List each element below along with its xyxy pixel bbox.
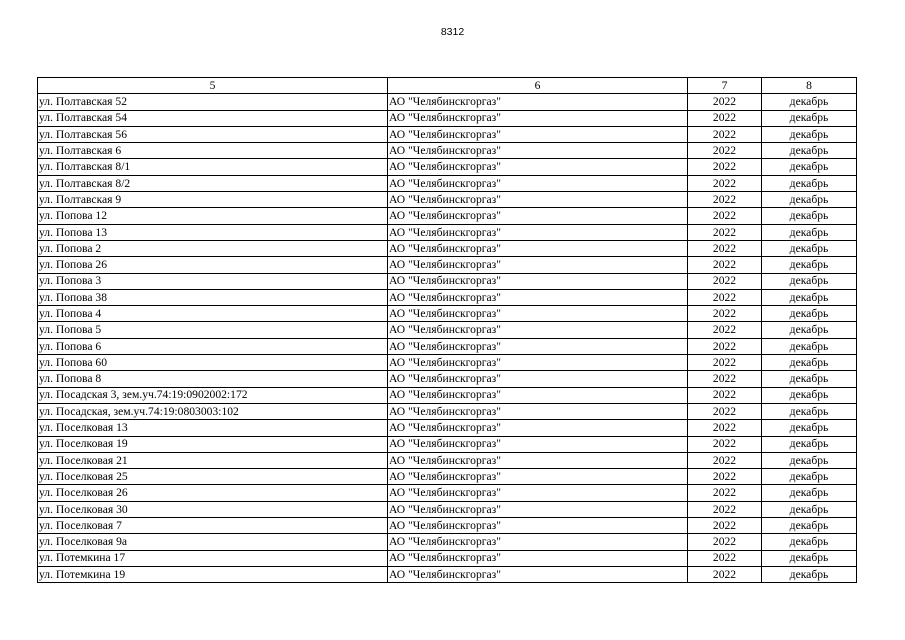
organization-cell: АО "Челябинскгоргаз" [388, 192, 688, 208]
table-row [38, 452, 857, 468]
organization-cell: АО "Челябинскгоргаз" [388, 403, 688, 419]
month-cell: декабрь [762, 175, 857, 191]
table-row [38, 94, 857, 110]
address-cell: ул. Полтавская 56 [38, 126, 388, 142]
table-row [38, 322, 857, 338]
year-cell: 2022 [688, 436, 762, 452]
table-row [38, 175, 857, 191]
month-cell: декабрь [762, 159, 857, 175]
table-row [38, 566, 857, 582]
year-cell: 2022 [688, 469, 762, 485]
address-cell: ул. Попова 8 [38, 371, 388, 387]
address-cell: ул. Полтавская 54 [38, 110, 388, 126]
year-cell: 2022 [688, 240, 762, 256]
month-cell: декабрь [762, 306, 857, 322]
table-row [38, 550, 857, 566]
month-cell: декабрь [762, 355, 857, 371]
month-cell: декабрь [762, 257, 857, 273]
organization-cell: АО "Челябинскгоргаз" [388, 501, 688, 517]
address-cell: ул. Потемкина 17 [38, 550, 388, 566]
month-cell: декабрь [762, 192, 857, 208]
address-cell: ул. Попова 6 [38, 338, 388, 354]
organization-cell: АО "Челябинскгоргаз" [388, 175, 688, 191]
address-cell: ул. Попова 60 [38, 355, 388, 371]
column-header-8: 8 [762, 78, 857, 94]
table-row [38, 420, 857, 436]
table-row [38, 501, 857, 517]
table-row [38, 289, 857, 305]
organization-cell: АО "Челябинскгоргаз" [388, 518, 688, 534]
year-cell: 2022 [688, 289, 762, 305]
month-cell: декабрь [762, 420, 857, 436]
table-row [38, 387, 857, 403]
table-row [38, 208, 857, 224]
year-cell: 2022 [688, 159, 762, 175]
year-cell: 2022 [688, 371, 762, 387]
table-row [38, 371, 857, 387]
table-row [38, 338, 857, 354]
month-cell: декабрь [762, 240, 857, 256]
organization-cell: АО "Челябинскгоргаз" [388, 257, 688, 273]
month-cell: декабрь [762, 224, 857, 240]
year-cell: 2022 [688, 534, 762, 550]
page-number: 8312 [440, 26, 465, 38]
year-cell: 2022 [688, 420, 762, 436]
organization-cell: АО "Челябинскгоргаз" [388, 534, 688, 550]
month-cell: декабрь [762, 436, 857, 452]
gas-register-table [37, 77, 857, 583]
table-body [38, 94, 857, 583]
year-cell: 2022 [688, 387, 762, 403]
year-cell: 2022 [688, 518, 762, 534]
header-row [38, 78, 857, 94]
month-cell: декабрь [762, 469, 857, 485]
address-cell: ул. Попова 2 [38, 240, 388, 256]
table-row [38, 436, 857, 452]
table-row [38, 534, 857, 550]
organization-cell: АО "Челябинскгоргаз" [388, 240, 688, 256]
year-cell: 2022 [688, 338, 762, 354]
address-cell: ул. Поселковая 21 [38, 452, 388, 468]
address-cell: ул. Поселковая 26 [38, 485, 388, 501]
table-row [38, 306, 857, 322]
month-cell: декабрь [762, 94, 857, 110]
organization-cell: АО "Челябинскгоргаз" [388, 159, 688, 175]
year-cell: 2022 [688, 403, 762, 419]
year-cell: 2022 [688, 208, 762, 224]
month-cell: декабрь [762, 322, 857, 338]
address-cell: ул. Поселковая 19 [38, 436, 388, 452]
table-row [38, 485, 857, 501]
table-row [38, 192, 857, 208]
month-cell: декабрь [762, 289, 857, 305]
month-cell: декабрь [762, 452, 857, 468]
table-row [38, 159, 857, 175]
month-cell: декабрь [762, 338, 857, 354]
year-cell: 2022 [688, 224, 762, 240]
address-cell: ул. Поселковая 7 [38, 518, 388, 534]
month-cell: декабрь [762, 387, 857, 403]
address-cell: ул. Полтавская 8/1 [38, 159, 388, 175]
address-cell: ул. Полтавская 6 [38, 143, 388, 159]
address-cell: ул. Попова 13 [38, 224, 388, 240]
address-cell: ул. Поселковая 9а [38, 534, 388, 550]
organization-cell: АО "Челябинскгоргаз" [388, 371, 688, 387]
month-cell: декабрь [762, 485, 857, 501]
month-cell: декабрь [762, 403, 857, 419]
organization-cell: АО "Челябинскгоргаз" [388, 273, 688, 289]
organization-cell: АО "Челябинскгоргаз" [388, 338, 688, 354]
organization-cell: АО "Челябинскгоргаз" [388, 289, 688, 305]
year-cell: 2022 [688, 126, 762, 142]
month-cell: декабрь [762, 566, 857, 582]
table-row [38, 126, 857, 142]
column-header-7: 7 [688, 78, 762, 94]
address-cell: ул. Посадская, зем.уч.74:19:0803003:102 [38, 403, 388, 419]
table-row [38, 257, 857, 273]
address-cell: ул. Попова 12 [38, 208, 388, 224]
address-cell: ул. Попова 38 [38, 289, 388, 305]
month-cell: декабрь [762, 371, 857, 387]
organization-cell: АО "Челябинскгоргаз" [388, 322, 688, 338]
table-row [38, 110, 857, 126]
column-header-6: 6 [388, 78, 688, 94]
year-cell: 2022 [688, 192, 762, 208]
month-cell: декабрь [762, 550, 857, 566]
organization-cell: АО "Челябинскгоргаз" [388, 485, 688, 501]
year-cell: 2022 [688, 322, 762, 338]
month-cell: декабрь [762, 126, 857, 142]
address-cell: ул. Попова 4 [38, 306, 388, 322]
table-row [38, 240, 857, 256]
organization-cell: АО "Челябинскгоргаз" [388, 355, 688, 371]
organization-cell: АО "Челябинскгоргаз" [388, 469, 688, 485]
table-row [38, 469, 857, 485]
month-cell: декабрь [762, 208, 857, 224]
table-row [38, 518, 857, 534]
year-cell: 2022 [688, 143, 762, 159]
organization-cell: АО "Челябинскгоргаз" [388, 306, 688, 322]
address-cell: ул. Попова 3 [38, 273, 388, 289]
address-cell: ул. Полтавская 9 [38, 192, 388, 208]
organization-cell: АО "Челябинскгоргаз" [388, 452, 688, 468]
month-cell: декабрь [762, 110, 857, 126]
year-cell: 2022 [688, 175, 762, 191]
month-cell: декабрь [762, 143, 857, 159]
organization-cell: АО "Челябинскгоргаз" [388, 208, 688, 224]
address-cell: ул. Полтавская 52 [38, 94, 388, 110]
organization-cell: АО "Челябинскгоргаз" [388, 110, 688, 126]
table-row [38, 403, 857, 419]
address-cell: ул. Поселковая 30 [38, 501, 388, 517]
table-row [38, 273, 857, 289]
year-cell: 2022 [688, 306, 762, 322]
organization-cell: АО "Челябинскгоргаз" [388, 143, 688, 159]
year-cell: 2022 [688, 566, 762, 582]
month-cell: декабрь [762, 273, 857, 289]
organization-cell: АО "Челябинскгоргаз" [388, 436, 688, 452]
month-cell: декабрь [762, 501, 857, 517]
year-cell: 2022 [688, 257, 762, 273]
year-cell: 2022 [688, 501, 762, 517]
year-cell: 2022 [688, 110, 762, 126]
address-cell: ул. Попова 26 [38, 257, 388, 273]
year-cell: 2022 [688, 550, 762, 566]
organization-cell: АО "Челябинскгоргаз" [388, 550, 688, 566]
month-cell: декабрь [762, 518, 857, 534]
organization-cell: АО "Челябинскгоргаз" [388, 224, 688, 240]
year-cell: 2022 [688, 485, 762, 501]
year-cell: 2022 [688, 94, 762, 110]
organization-cell: АО "Челябинскгоргаз" [388, 566, 688, 582]
address-cell: ул. Полтавская 8/2 [38, 175, 388, 191]
table-header [38, 78, 857, 94]
table-row [38, 355, 857, 371]
organization-cell: АО "Челябинскгоргаз" [388, 387, 688, 403]
address-cell: ул. Потемкина 19 [38, 566, 388, 582]
organization-cell: АО "Челябинскгоргаз" [388, 420, 688, 436]
column-header-5: 5 [38, 78, 388, 94]
year-cell: 2022 [688, 273, 762, 289]
address-cell: ул. Посадская 3, зем.уч.74:19:0902002:172 [38, 387, 388, 403]
table-row [38, 143, 857, 159]
address-cell: ул. Попова 5 [38, 322, 388, 338]
month-cell: декабрь [762, 534, 857, 550]
address-cell: ул. Поселковая 13 [38, 420, 388, 436]
address-cell: ул. Поселковая 25 [38, 469, 388, 485]
table-row [38, 224, 857, 240]
organization-cell: АО "Челябинскгоргаз" [388, 126, 688, 142]
year-cell: 2022 [688, 452, 762, 468]
year-cell: 2022 [688, 355, 762, 371]
organization-cell: АО "Челябинскгоргаз" [388, 94, 688, 110]
